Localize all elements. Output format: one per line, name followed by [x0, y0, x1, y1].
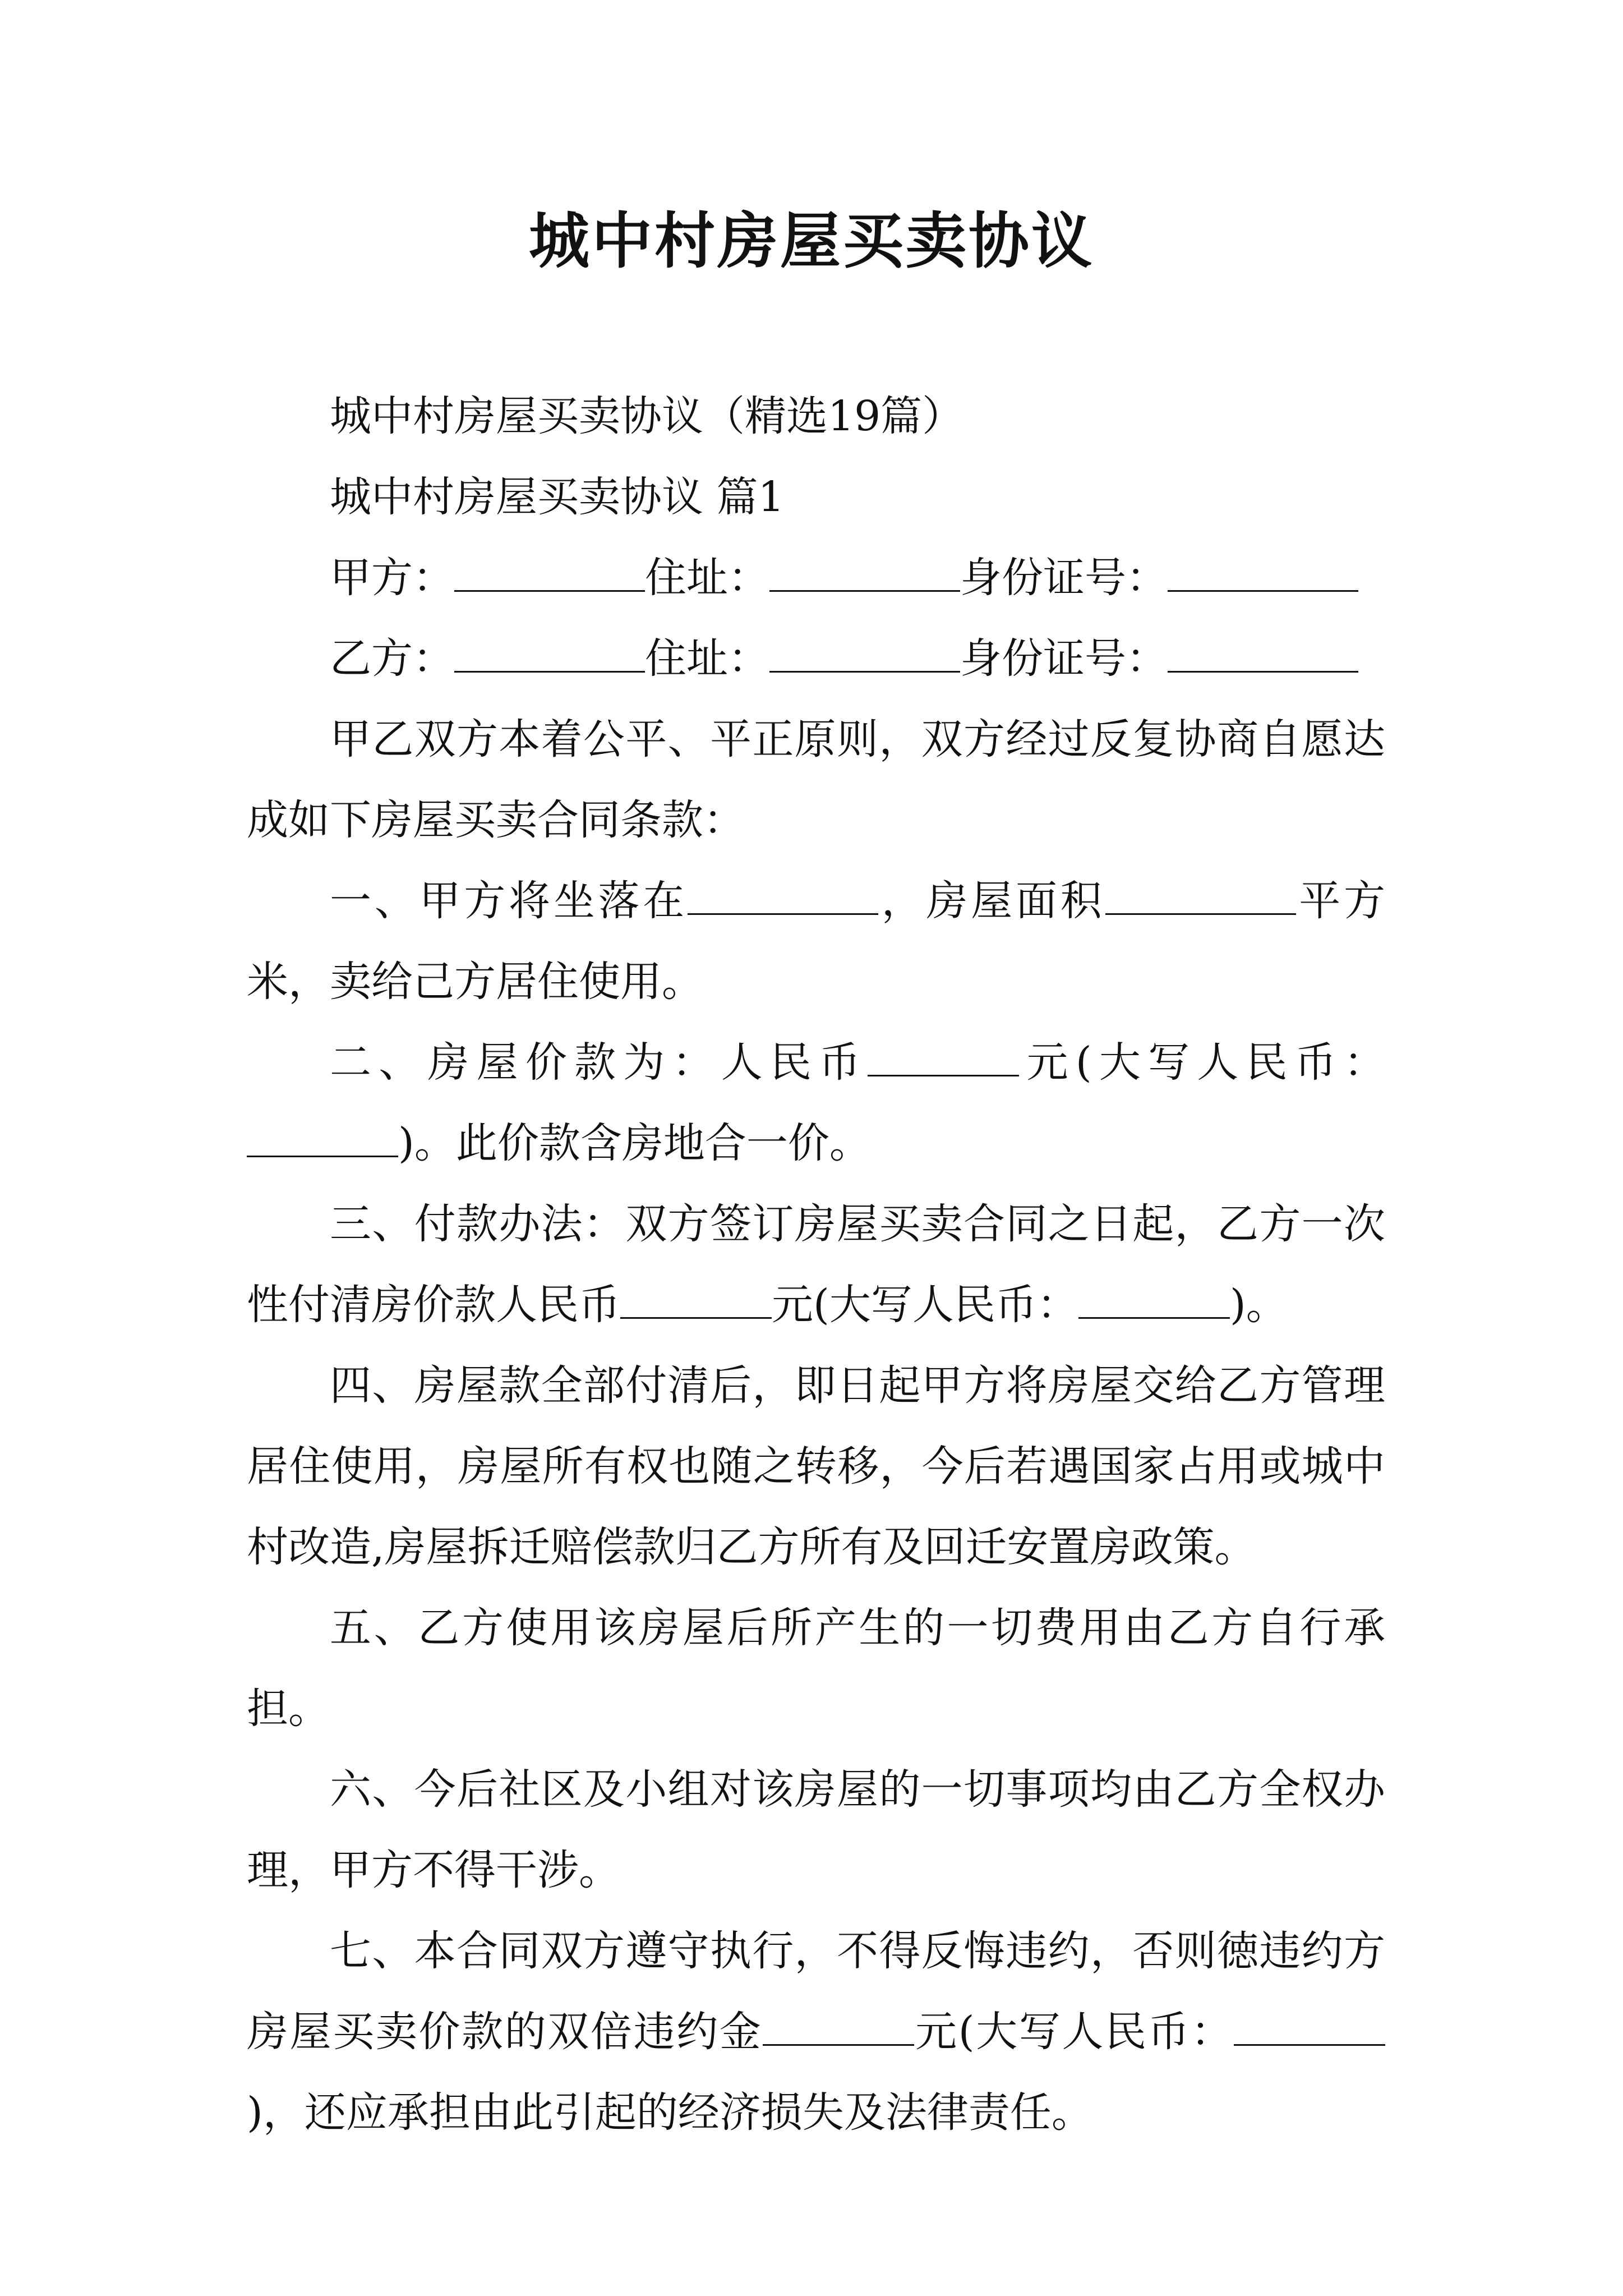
party-b-address-blank [769, 637, 960, 673]
clause-3-amount-blank [620, 1283, 772, 1319]
clause-1 [247, 861, 1385, 1022]
party-a-address-blank [769, 556, 960, 592]
clause-2-amount-words-blank [247, 1122, 398, 1157]
clause-3-amount-words-blank [1078, 1283, 1230, 1319]
clause-1-part-b: ，房屋面积 [878, 877, 1105, 925]
clause-3-part-a: 三、付款办法：双方签订房屋买卖合同之日起，乙方一次性付清房价款人民币 [247, 1200, 1385, 1329]
clause-6: 六、今后社区及小组对该房屋的一切事项均由乙方全权办理，甲方不得干涉。 [247, 1765, 1385, 1894]
clause-3 [247, 1184, 1385, 1345]
party-a-address-label: 住址： [645, 554, 769, 602]
party-a-label: 甲方： [330, 554, 454, 602]
clause-1-location-blank [688, 880, 878, 915]
document-body [247, 376, 1385, 2153]
party-a-id-label: 身份证号： [960, 554, 1168, 602]
clause-2-part-a: 二、房屋价款为：人民币 [330, 1038, 868, 1087]
party-b-id-blank [1168, 637, 1358, 673]
clause-3-part-c: )。 [1229, 1281, 1288, 1329]
party-b-address-label: 住址： [645, 634, 769, 683]
clause-2-part-b: 元(大写人民币： [1019, 1038, 1385, 1087]
clause-2-amount-blank [868, 1041, 1019, 1076]
section-heading-line [247, 457, 1385, 537]
clause-4: 四、房屋款全部付清后，即日起甲方将房屋交给乙方管理居住使用，房屋所有权也随之转移，今后若遇国家占用或城中村改造,房屋拆迁赔偿款归乙方所有及回迁安置房政策。 [247, 1361, 1385, 1571]
clause-7-part-a: 七、本合同双方遵守执行，不得反悔违约，否则徳违约方房屋买卖价款的双倍违约金 [247, 1927, 1385, 2056]
clause-3-part-b: 元(大写人民币： [772, 1281, 1078, 1329]
party-a-line [247, 537, 1385, 618]
clause-5: 五、乙方使用该房屋后所产生的一切费用由乙方自行承担。 [247, 1604, 1385, 1733]
clause-7-part-c: )，还应承担由此引起的经济损失及法律责任。 [247, 2088, 1093, 2137]
clause-2 [247, 1022, 1385, 1184]
clause-7-part-b: 元(大写人民币： [914, 2008, 1234, 2056]
clause-7-penalty-blank [763, 2010, 914, 2046]
party-a-name-blank [454, 556, 645, 592]
party-a-id-blank [1168, 556, 1358, 592]
section-heading: 城中村房屋买卖协议 篇1 [330, 473, 785, 521]
party-b-label: 乙方： [330, 634, 454, 683]
clause-2-part-c: )。此价款含房地合一价。 [398, 1119, 871, 1167]
intro-paragraph: 甲乙双方本着公平、平正原则，双方经过反复协商自愿达成如下房屋买卖合同条款： [247, 715, 1385, 844]
subtitle: 城中村房屋买卖协议（精选19篇） [330, 392, 964, 440]
party-b-name-blank [454, 637, 645, 673]
clause-1-area-blank [1105, 880, 1296, 915]
clause-7-penalty-words-blank [1234, 2010, 1385, 2046]
subtitle-line [247, 376, 1385, 457]
party-b-line [247, 618, 1385, 699]
document-title: 城中村房屋买卖协议 [528, 206, 1094, 277]
clause-7 [247, 1911, 1385, 2153]
party-b-id-label: 身份证号： [960, 634, 1168, 683]
clause-1-part-a: 一、甲方将坐落在 [330, 877, 688, 925]
clause-1-part-c: 平方米，卖给己方居住使用。 [247, 877, 1385, 1006]
